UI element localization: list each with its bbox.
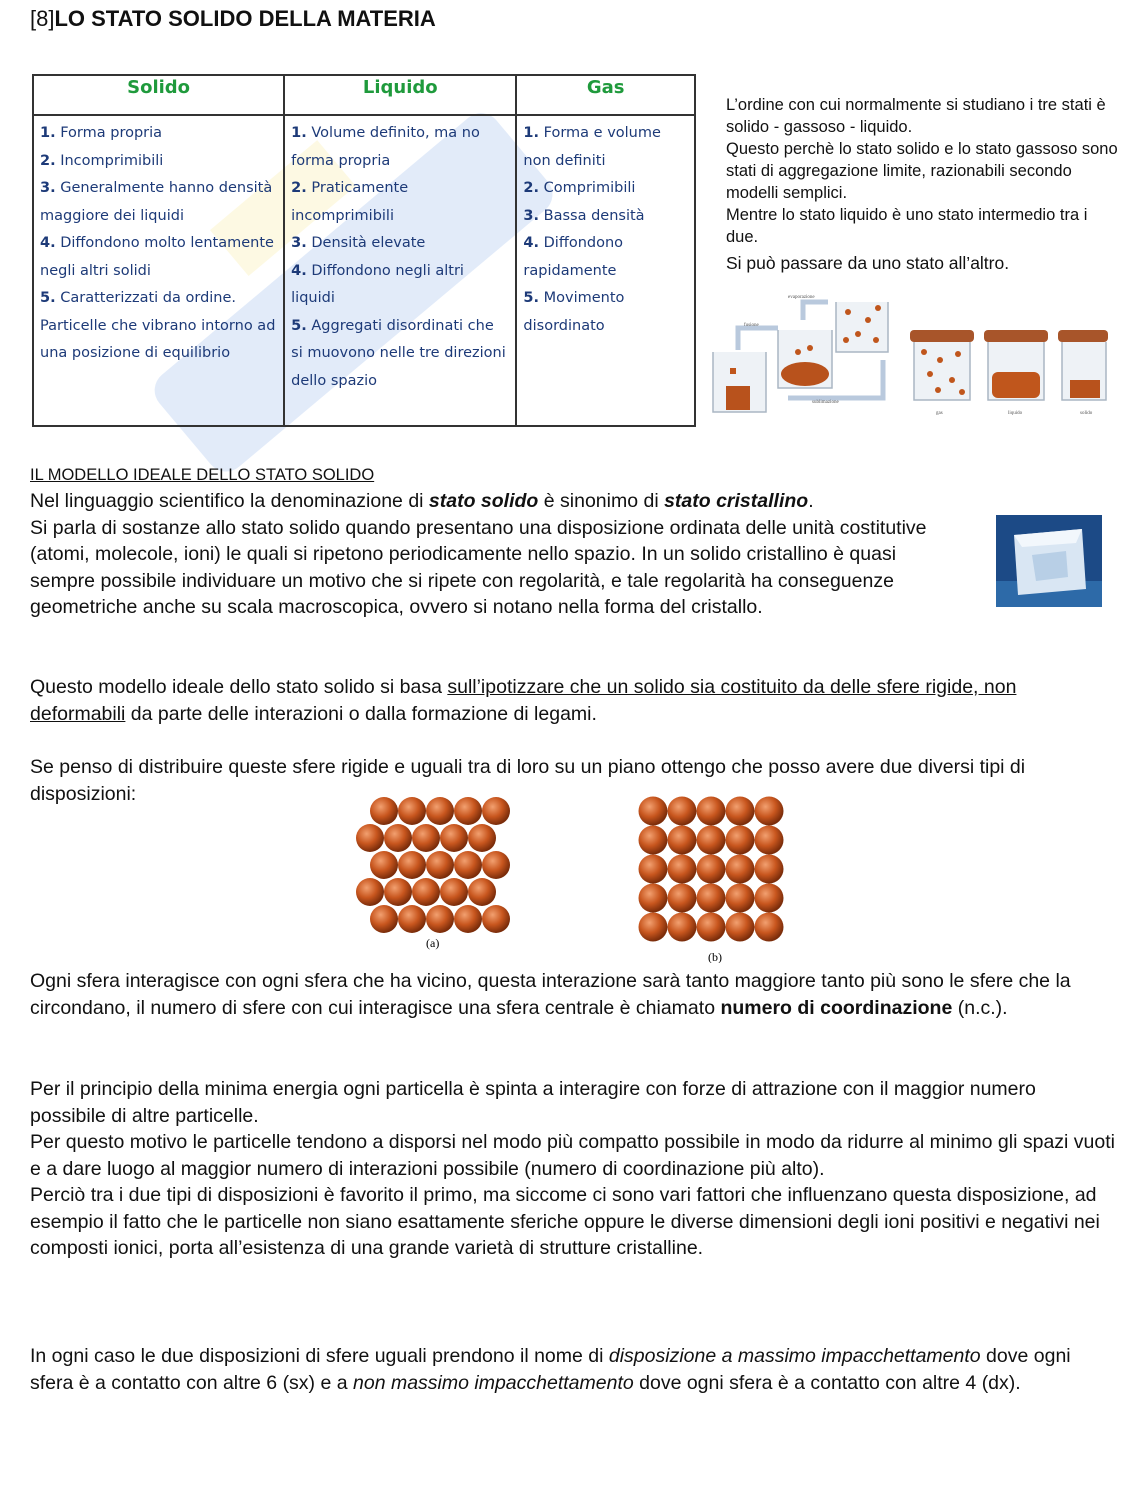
sphere bbox=[697, 884, 726, 913]
sphere bbox=[697, 826, 726, 855]
sphere bbox=[639, 826, 668, 855]
jar-gas bbox=[910, 330, 974, 416]
sphere bbox=[356, 824, 384, 852]
sphere bbox=[726, 797, 755, 826]
list-item: 5. Caratterizzati da ordine. Particelle che vibrano intorno ad una posizione di equilibrio bbox=[40, 290, 276, 361]
side-paragraph: Mentre lo stato liquido è uno stato intermedio tra i due. bbox=[726, 206, 1088, 246]
sphere bbox=[726, 826, 755, 855]
sphere bbox=[755, 826, 784, 855]
label-liquido: liquido bbox=[1008, 411, 1023, 416]
side-paragraph: Si può passare da uno stato all’altro. bbox=[726, 253, 1010, 273]
header-gas: Gas bbox=[516, 75, 695, 115]
page-title bbox=[30, 6, 436, 32]
sphere bbox=[412, 824, 440, 852]
sphere bbox=[398, 797, 426, 825]
list-item: 5. Aggregati disordinati che si muovono nelle tre direzioni dello spazio bbox=[291, 317, 506, 389]
sphere bbox=[697, 797, 726, 826]
sphere bbox=[384, 824, 412, 852]
sphere bbox=[668, 797, 697, 826]
paragraph-energy bbox=[30, 1076, 1115, 1262]
sphere bbox=[482, 797, 510, 825]
sphere bbox=[726, 855, 755, 884]
sphere bbox=[398, 905, 426, 933]
table-row bbox=[33, 115, 695, 426]
paragraph: Per questo motivo le particelle tendono a disporsi nel modo più compatto possibile in modo da ridurre al minimo gli spazi vuoti e a dare luogo al maggior numero di interazioni possibile (numero di coordinazione più alto). bbox=[30, 1131, 1115, 1180]
list-item: 1. Forma propria bbox=[40, 125, 163, 141]
sphere bbox=[639, 855, 668, 884]
sphere bbox=[482, 905, 510, 933]
paragraph: Si parla di sostanze allo stato solido quando presentano una disposizione ordinata delle unità costitutive (atomi, molecole, ioni) le quali si ripetono periodicamente nello spazio. In un solido cristallino è quasi sempre possibile individuare un motivo che si ripete con regolarità, e tale regolarità ha conseguenze geometriche anche su scala macroscopica, ovvero si notano nella forma del cristallo. bbox=[30, 516, 927, 618]
label-gas: gas bbox=[936, 411, 943, 416]
caption-a: (a) bbox=[426, 936, 440, 950]
sphere bbox=[454, 905, 482, 933]
paragraph: Se penso di distribuire queste sfere rigide e uguali tra di loro su un piano ottengo che posso avere due diversi tipi di disposizioni: bbox=[30, 756, 1026, 805]
sphere bbox=[697, 913, 726, 942]
sphere bbox=[697, 855, 726, 884]
label-solido: solido bbox=[1080, 411, 1093, 416]
paragraph-coordination bbox=[30, 968, 1115, 1021]
sphere bbox=[454, 797, 482, 825]
paragraph: Perciò tra i due tipi di disposizioni è favorito il primo, ma siccome ci sono vari fattori che influenzano questa disposizione, ad esempio il fatto che le particelle non siano esattamente sferiche oppure le diverse dimensioni degli ioni positivi e negativi nei composti ionici, porta all’esistenza di una grande varietà di strutture cristalline. bbox=[30, 1184, 1100, 1259]
label-fusione: fusione bbox=[744, 323, 759, 328]
sphere bbox=[370, 905, 398, 933]
hexagonal-packing bbox=[356, 797, 510, 933]
list-item: 4. Diffondono rapidamente bbox=[523, 235, 624, 279]
sphere bbox=[370, 851, 398, 879]
title-text: LO STATO SOLIDO DELLA MATERIA bbox=[54, 6, 436, 31]
sphere bbox=[426, 905, 454, 933]
list-item: 1. Volume definito, ma no forma propria bbox=[291, 125, 480, 169]
list-item: 5. Movimento disordinato bbox=[523, 290, 625, 334]
list-item: 1. Forma e volume non definiti bbox=[523, 125, 661, 169]
list-item: 3. Densità elevate bbox=[291, 235, 426, 251]
list-item: 3. Bassa densità bbox=[523, 207, 645, 224]
states-transition-figure bbox=[708, 290, 1108, 420]
sphere bbox=[398, 851, 426, 879]
sphere bbox=[755, 855, 784, 884]
paragraph: Ogni sfera interagisce con ogni sfera che ha vicino, questa interazione sarà tanto maggiore tanto più sono le sfere che la circondano, il numero di sfere con cui interagisce una sfera centrale è chiamato numero di coordinazione (n.c.). bbox=[30, 970, 1071, 1019]
sphere bbox=[755, 913, 784, 942]
paragraph: In ogni caso le due disposizioni di sfere uguali prendono il nome di disposizione a massimo impacchettamento dove ogni sfera è a contatto con altre 6 (sx) e a non massimo impacchettamento dove ogni sfera è a contatto con altre 4 (dx). bbox=[30, 1345, 1071, 1394]
list-item: 3. Generalmente hanno densità maggiore dei liquidi bbox=[40, 180, 273, 224]
header-solido: Solido bbox=[33, 75, 284, 115]
label-sublimazione: sublimazione bbox=[812, 400, 839, 405]
list-item: 4. Diffondono molto lentamente negli altri solidi bbox=[40, 235, 274, 279]
sphere bbox=[482, 851, 510, 879]
jar-liquid bbox=[984, 330, 1048, 416]
sphere bbox=[726, 913, 755, 942]
sphere bbox=[440, 824, 468, 852]
sphere bbox=[426, 797, 454, 825]
sphere bbox=[370, 797, 398, 825]
list-item: 2. Comprimibili bbox=[523, 180, 636, 196]
paragraph-conclusion bbox=[30, 1343, 1115, 1396]
paragraph-model bbox=[30, 674, 1115, 727]
side-paragraph: Questo perchè lo stato solido e lo stato gassoso sono stati di aggregazione limite, razionabili secondo modelli semplici. bbox=[726, 140, 1118, 202]
sphere bbox=[668, 855, 697, 884]
sphere bbox=[412, 878, 440, 906]
sphere bbox=[454, 851, 482, 879]
sphere bbox=[639, 884, 668, 913]
sphere bbox=[468, 824, 496, 852]
square-packing bbox=[639, 797, 784, 942]
paragraph: Per il principio della minima energia ogni particella è spinta a interagire con forze di attrazione con il maggior numero possibile di altre particelle. bbox=[30, 1078, 1036, 1127]
beaker-solid bbox=[713, 352, 766, 412]
side-note bbox=[726, 94, 1121, 276]
sphere bbox=[668, 913, 697, 942]
caption-b: (b) bbox=[708, 950, 722, 963]
beaker-liquid bbox=[778, 330, 832, 388]
sphere bbox=[356, 878, 384, 906]
page-number: [8] bbox=[30, 6, 55, 31]
paragraph-intro bbox=[30, 488, 960, 621]
sphere bbox=[426, 851, 454, 879]
section-heading: IL MODELLO IDEALE DELLO STATO SOLIDO bbox=[30, 466, 375, 484]
sphere bbox=[726, 884, 755, 913]
sphere-packing-figure bbox=[350, 795, 800, 963]
list-item: 2. Incomprimibili bbox=[40, 152, 164, 169]
paragraph: Questo modello ideale dello stato solido si basa sull’ipotizzare che un solido sia costituito da delle sfere rigide, non deformabili da parte delle interazioni o dalla formazione di legami. bbox=[30, 676, 1017, 725]
sphere bbox=[639, 913, 668, 942]
table-header-row bbox=[33, 75, 695, 115]
side-paragraph: L’ordine con cui normalmente si studiano i tre stati è solido - gassoso - liquido. bbox=[726, 96, 1106, 136]
sphere bbox=[384, 878, 412, 906]
sphere bbox=[668, 826, 697, 855]
sphere bbox=[755, 884, 784, 913]
label-evaporazione: evaporazione bbox=[788, 295, 815, 300]
paragraph: Nel linguaggio scientifico la denominazione di stato solido è sinonimo di stato cristallino. bbox=[30, 490, 814, 512]
sphere bbox=[668, 884, 697, 913]
jar-solid bbox=[1058, 330, 1108, 416]
list-item: 2. Praticamente incomprimibili bbox=[291, 180, 409, 224]
sphere bbox=[468, 878, 496, 906]
states-comparison-table bbox=[32, 74, 696, 427]
sphere bbox=[639, 797, 668, 826]
jar-gas-small bbox=[836, 302, 888, 352]
list-item: 4. Diffondono negli altri liquidi bbox=[291, 262, 464, 306]
sphere bbox=[440, 878, 468, 906]
sphere bbox=[755, 797, 784, 826]
cell-solido bbox=[33, 115, 284, 426]
cell-gas bbox=[516, 115, 695, 426]
cell-liquido bbox=[284, 115, 516, 426]
crystal-photo bbox=[996, 515, 1102, 607]
header-liquido: Liquido bbox=[284, 75, 516, 115]
